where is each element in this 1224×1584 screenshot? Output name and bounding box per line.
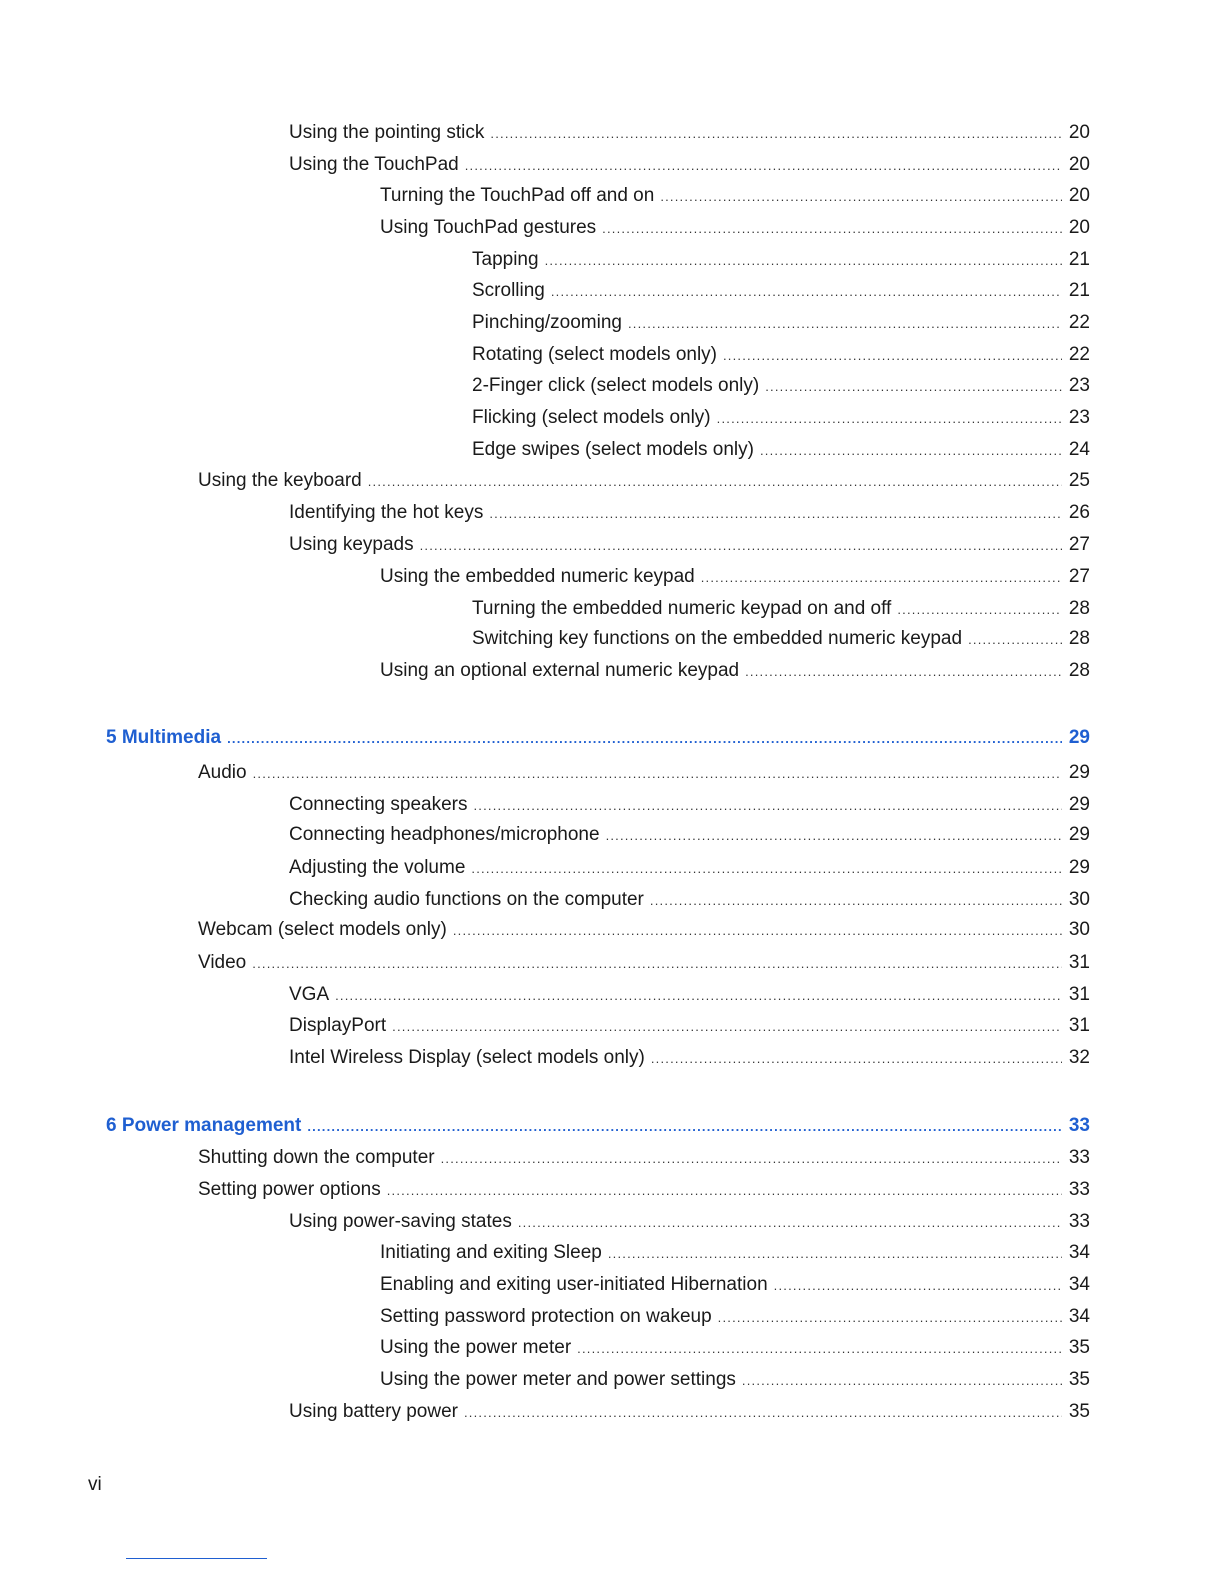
toc-entry[interactable] [289, 119, 1090, 145]
toc-entry[interactable] [198, 467, 1090, 493]
toc-entry-page: 28 [1068, 628, 1090, 649]
toc-entry-page: 20 [1068, 154, 1090, 175]
toc-entry[interactable] [380, 1303, 1090, 1329]
toc-entry-page: 31 [1068, 952, 1090, 973]
dot-leader [441, 1150, 1062, 1168]
dot-leader [420, 537, 1062, 555]
toc-entry-page: 26 [1068, 502, 1090, 523]
dot-leader [628, 315, 1062, 333]
toc-entry-title: Intel Wireless Display (select models only) [289, 1047, 645, 1068]
toc-entry[interactable] [472, 341, 1090, 367]
toc-entry[interactable] [289, 499, 1090, 525]
dot-leader [489, 505, 1062, 523]
toc-entry-page: 25 [1068, 470, 1090, 491]
toc-entry-page: 31 [1068, 1015, 1090, 1036]
toc-entry-title: Using the TouchPad [289, 154, 459, 175]
toc-entry[interactable] [289, 886, 1090, 912]
toc-entry-title: Using TouchPad gestures [380, 217, 597, 238]
dot-leader [760, 442, 1062, 460]
toc-entry-page: 22 [1068, 344, 1090, 365]
toc-entry-page: 32 [1068, 1047, 1090, 1068]
toc-entry-page: 30 [1068, 889, 1090, 910]
dot-leader [968, 631, 1062, 649]
toc-entry-page: 34 [1068, 1274, 1090, 1295]
toc-entry-title: Using keypads [289, 534, 414, 555]
toc-entry-title: Using the power meter and power settings [380, 1369, 736, 1390]
toc-entry-page: 29 [1068, 824, 1090, 845]
toc-entry-page: 21 [1068, 249, 1090, 270]
toc-entry-title: Connecting headphones/microphone [289, 824, 600, 845]
toc-entry[interactable] [380, 1271, 1090, 1297]
toc-entry-title: Shutting down the computer [198, 1147, 435, 1168]
toc-entry-page: 23 [1068, 407, 1090, 428]
dot-leader [723, 347, 1062, 365]
toc-entry-title: Identifying the hot keys [289, 502, 484, 523]
toc-entry-page: 28 [1068, 660, 1090, 681]
dot-leader [253, 765, 1062, 783]
toc-entry-page: 24 [1068, 439, 1090, 460]
toc-entry[interactable] [289, 1044, 1090, 1070]
page-number: vi [88, 1474, 102, 1495]
toc-entry-title: Using battery power [289, 1401, 458, 1422]
dot-leader [742, 1372, 1062, 1390]
dot-leader [387, 1182, 1062, 1200]
toc-entry-page: 33 [1068, 1211, 1090, 1232]
toc-entry-title: Checking audio functions on the computer [289, 889, 644, 910]
toc-entry-title: Using an optional external numeric keypad [380, 660, 740, 681]
toc-entry[interactable] [289, 791, 1090, 817]
dot-leader [774, 1277, 1062, 1295]
toc-entry-title: Scrolling [472, 280, 545, 301]
dot-leader [252, 955, 1062, 973]
dot-leader [701, 569, 1062, 587]
toc-entry[interactable] [289, 854, 1090, 880]
toc-entry-page: 20 [1068, 122, 1090, 143]
dot-leader [227, 730, 1062, 748]
toc-entry-title: Using the embedded numeric keypad [380, 566, 695, 587]
dot-leader [518, 1214, 1062, 1232]
toc-entry[interactable] [472, 246, 1090, 272]
toc-entry[interactable] [380, 563, 1090, 589]
toc-entry-page: 33 [1068, 1147, 1090, 1168]
dot-leader [551, 283, 1062, 301]
toc-entry-page: 28 [1068, 598, 1090, 619]
dot-leader [392, 1018, 1062, 1036]
toc-entry-title: Flicking (select models only) [472, 407, 711, 428]
toc-entry-title: Webcam (select models only) [198, 919, 447, 940]
toc-entry-page: 27 [1068, 534, 1090, 555]
dot-leader [464, 1404, 1062, 1422]
dot-leader [453, 922, 1062, 940]
toc-entry[interactable] [472, 309, 1090, 335]
toc-entry[interactable] [289, 1208, 1090, 1234]
toc-chapter-power-management[interactable] [106, 1112, 1090, 1138]
toc-entry-page: 29 [1068, 762, 1090, 783]
dot-leader [660, 188, 1062, 206]
toc-entry[interactable] [380, 1239, 1090, 1265]
toc-entry[interactable] [380, 657, 1090, 683]
toc-entry[interactable] [198, 1144, 1090, 1170]
dot-leader [765, 378, 1062, 396]
toc-entry-title: 2-Finger click (select models only) [472, 375, 760, 396]
dot-leader [545, 252, 1062, 270]
toc-entry-title: Using the keyboard [198, 470, 362, 491]
toc-entry-page: 23 [1068, 375, 1090, 396]
toc-entry-title: Edge swipes (select models only) [472, 439, 754, 460]
toc-entry-page: 33 [1068, 1115, 1090, 1136]
toc-entry-title: Setting power options [198, 1179, 381, 1200]
toc-entry-title: Video [198, 952, 247, 973]
toc-entry-page: 35 [1068, 1369, 1090, 1390]
dot-leader [307, 1118, 1062, 1136]
toc-entry-page: 29 [1068, 727, 1090, 748]
dot-leader [745, 663, 1062, 681]
toc-entry-title: Switching key functions on the embedded numeric keypad [472, 628, 963, 649]
toc-entry-page: 30 [1068, 919, 1090, 940]
toc-entry[interactable] [380, 1334, 1090, 1360]
toc-entry[interactable] [380, 182, 1090, 208]
toc-entry[interactable] [472, 625, 1090, 651]
toc-entry-title: Setting password protection on wakeup [380, 1306, 712, 1327]
toc-entry-title: DisplayPort [289, 1015, 387, 1036]
toc-entry-page: 34 [1068, 1306, 1090, 1327]
dot-leader [651, 1050, 1062, 1068]
toc-entry-page: 20 [1068, 185, 1090, 206]
toc-entry-title: Initiating and exiting Sleep [380, 1242, 602, 1263]
toc-entry-title: Rotating (select models only) [472, 344, 717, 365]
toc-entry[interactable] [380, 214, 1090, 240]
toc-entry-title: Turning the embedded numeric keypad on and off [472, 598, 892, 619]
toc-chapter-multimedia[interactable] [106, 724, 1090, 750]
toc-entry[interactable] [289, 1398, 1090, 1424]
dot-leader [718, 1309, 1062, 1327]
toc-entry-title: Tapping [472, 249, 539, 270]
dot-leader [577, 1340, 1062, 1358]
toc-entry-title: 5 Multimedia [106, 727, 222, 748]
toc-entry-page: 34 [1068, 1242, 1090, 1263]
toc-entry[interactable] [472, 404, 1090, 430]
toc-entry-page: 35 [1068, 1401, 1090, 1422]
toc-entry[interactable] [289, 151, 1090, 177]
toc-entry-page: 29 [1068, 794, 1090, 815]
dot-leader [602, 220, 1062, 238]
toc-entry[interactable] [198, 1176, 1090, 1202]
dot-leader [490, 125, 1062, 143]
toc-entry-title: Turning the TouchPad off and on [380, 185, 655, 206]
dot-leader [465, 157, 1062, 175]
dot-leader [471, 860, 1062, 878]
toc-entry[interactable] [289, 1012, 1090, 1038]
toc-entry-page: 33 [1068, 1179, 1090, 1200]
dot-leader [897, 601, 1062, 619]
toc-entry[interactable] [472, 372, 1090, 398]
dot-leader [606, 827, 1062, 845]
toc-entry[interactable] [472, 595, 1090, 621]
toc-entry-title: Using the power meter [380, 1337, 572, 1358]
dot-leader [608, 1245, 1062, 1263]
toc-entry-page: 29 [1068, 857, 1090, 878]
toc-entry-title: Using the pointing stick [289, 122, 485, 143]
toc-entry-page: 22 [1068, 312, 1090, 333]
toc-entry[interactable] [472, 436, 1090, 462]
toc-entry[interactable] [380, 1366, 1090, 1392]
dot-leader [335, 987, 1062, 1005]
toc-entry-title: 6 Power management [106, 1115, 302, 1136]
toc-entry-title: Adjusting the volume [289, 857, 466, 878]
toc-entry[interactable] [198, 949, 1090, 975]
toc-entry[interactable] [472, 277, 1090, 303]
footer-rule [126, 1558, 267, 1559]
dot-leader [717, 410, 1062, 428]
toc-entry-page: 35 [1068, 1337, 1090, 1358]
toc-entry-title: Enabling and exiting user-initiated Hibernation [380, 1274, 768, 1295]
toc-entry[interactable] [289, 981, 1090, 1007]
toc-entry-title: VGA [289, 984, 330, 1005]
toc-entry-title: Using power-saving states [289, 1211, 512, 1232]
toc-entry-page: 20 [1068, 217, 1090, 238]
dot-leader [368, 473, 1062, 491]
toc-entry-page: 21 [1068, 280, 1090, 301]
toc-entry[interactable] [289, 821, 1090, 847]
toc-entry-title: Connecting speakers [289, 794, 468, 815]
toc-entry[interactable] [198, 759, 1090, 785]
toc-entry-title: Pinching/zooming [472, 312, 622, 333]
toc-entry-title: Audio [198, 762, 247, 783]
toc-entry[interactable] [198, 916, 1090, 942]
toc-entry-page: 31 [1068, 984, 1090, 1005]
toc-entry[interactable] [289, 531, 1090, 557]
dot-leader [650, 892, 1062, 910]
dot-leader [474, 797, 1063, 815]
toc-entry-page: 27 [1068, 566, 1090, 587]
